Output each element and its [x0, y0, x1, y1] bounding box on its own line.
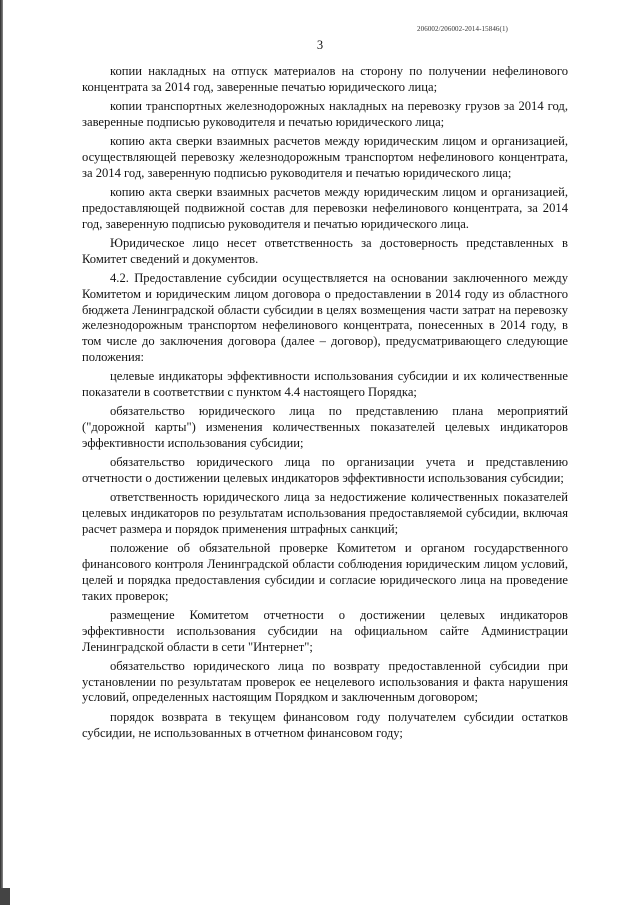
scan-edge: [0, 0, 3, 905]
paragraph: положение об обязательной проверке Комитетом и органом государственного финансового контроля Ленинградской области соблюдения юридическим лицом условий, целей и порядка предоставления субсидии и согласие юридического лица на проведение таких проверок;: [82, 541, 568, 603]
paragraph: порядок возврата в текущем финансовом году получателем субсидии остатков субсидии, не использованных в отчетном финансовом году;: [82, 709, 568, 740]
paragraph: обязательство юридического лица по возврату предоставленной субсидии при установлении по результатам проверок ее нецелевого использования и факта нарушения условий, определенных настоящим Порядком и заключенным договором;: [82, 658, 568, 705]
paragraph: 4.2. Предоставление субсидии осуществляется на основании заключенного между Комитетом и юридическим лицом договора о предоставлении в 2014 году из областного бюджета Ленинградской области субсидии в целях возмещения части затрат на перевозку железнодорожным транспортом нефелинового концентрата, понесенных в 2014 году, в том числе до заключения договора (далее – договор), предусматривающего следующие положения:: [82, 271, 568, 365]
page-number: 3: [316, 38, 324, 52]
document-body: [82, 64, 568, 745]
paragraph: копии транспортных железнодорожных накладных на перевозку грузов за 2014 год, заверенные подписью руководителя и печатью юридического лица;: [82, 99, 568, 129]
paragraph: копии накладных на отпуск материалов на сторону по получении нефелинового концентрата за 2014 год, заверенные печатью юридического лица;: [82, 64, 568, 94]
document-id: 206002/206002-2014-15846(1): [417, 25, 508, 33]
scan-mark: [0, 888, 10, 905]
paragraph: обязательство юридического лица по организации учета и представлению отчетности о достижении целевых индикаторов эффективности использования субсидии;: [82, 455, 568, 486]
paragraph: размещение Комитетом отчетности о достижении целевых индикаторов эффективности использования субсидии на официальном сайте Администрации Ленинградской области в сети "Интернет";: [82, 608, 568, 654]
paragraph: копию акта сверки взаимных расчетов между юридическим лицом и организацией, осуществляющей перевозку железнодорожным транспортом нефелинового концентрата, за 2014 год, заверенную подписью руководителя и печатью юридического лица;: [82, 134, 568, 180]
paragraph: целевые индикаторы эффективности использования субсидии и их количественные показатели в соответствии с пунктом 4.4 настоящего Порядка;: [82, 369, 568, 400]
paragraph: ответственность юридического лица за недостижение количественных показателей целевых индикаторов по результатам использования предоставляемой субсидии, включая расчет размера и порядок применения штрафных санкций;: [82, 490, 568, 537]
paragraph: обязательство юридического лица по представлению плана мероприятий ("дорожной карты") изменения количественных показателей целевых индикаторов эффективности использования субсидии;: [82, 404, 568, 451]
paragraph: копию акта сверки взаимных расчетов между юридическим лицом и организацией, предоставляющей подвижной состав для перевозки нефелинового концентрата, за 2014 год, заверенную подписью руководителя и печатью юридического лица.: [82, 185, 568, 231]
paragraph: Юридическое лицо несет ответственность за достоверность представленных в Комитет сведений и документов.: [82, 235, 568, 266]
